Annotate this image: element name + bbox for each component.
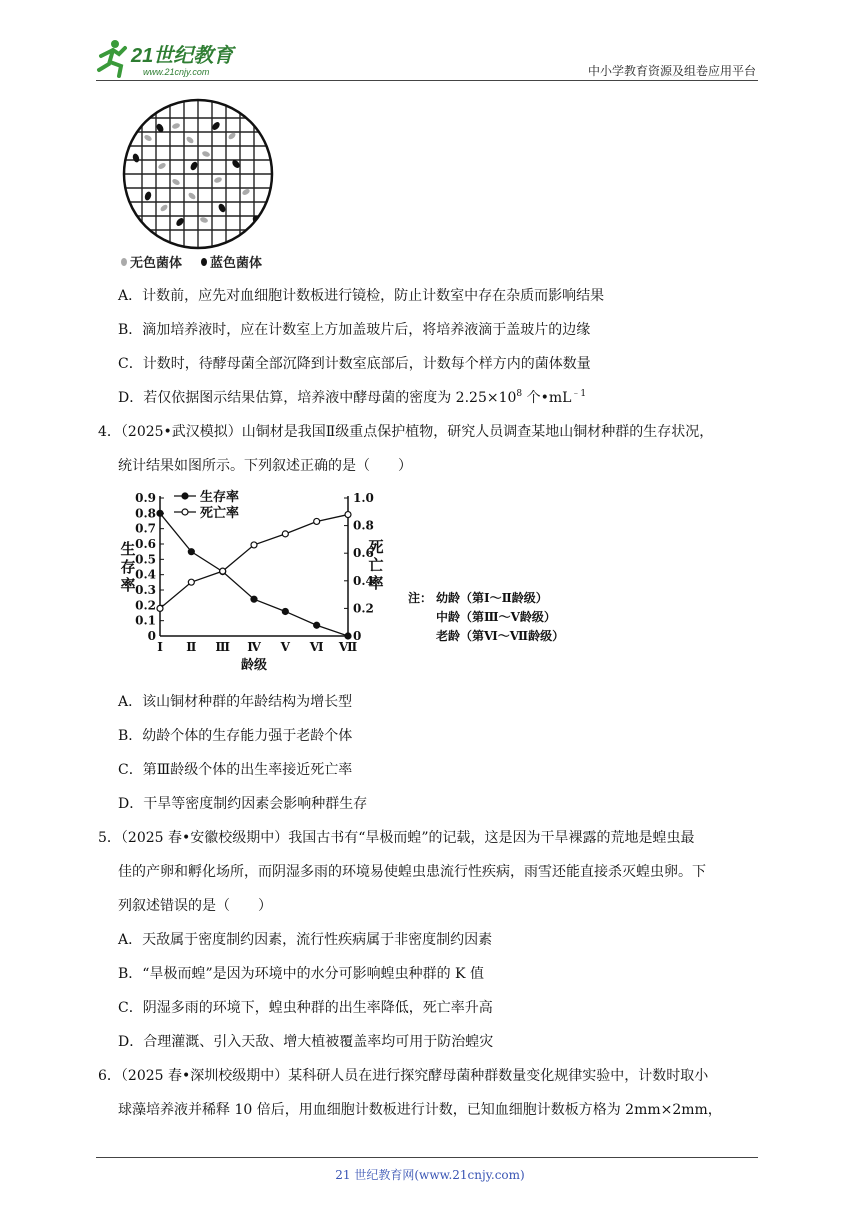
q5-option-d: D．合理灌溉、引入天敌、增大植被覆盖率均可用于防治蝗灾 bbox=[118, 1034, 494, 1050]
header-divider bbox=[96, 80, 758, 81]
legend-blue-label: 蓝色菌体 bbox=[210, 256, 263, 271]
series-1-point bbox=[345, 633, 351, 639]
q4-option-a: A．该山铜材种群的年龄结构为增长型 bbox=[118, 694, 353, 710]
q6-stem-line1: 6．（2025 春•深圳校级期中）某科研人员在进行探究酵母菌种群数量变化规律实验中，计数时取小 bbox=[98, 1068, 709, 1084]
q5-stem-line3: 列叙述错误的是（ ） bbox=[118, 898, 272, 914]
q5-option-b: B．“旱极而蝗”是因为环境中的水分可影响蝗虫种群的 K 值 bbox=[118, 966, 484, 982]
left-tick-label: 0 bbox=[147, 629, 156, 643]
footer-divider bbox=[96, 1157, 758, 1158]
q3-option-d-exponent: 8 bbox=[516, 389, 523, 399]
left-tick-label: 0.9 bbox=[135, 491, 156, 505]
right-axis-label-char: 死 bbox=[368, 538, 384, 556]
logo-url-text: www.21cnjy.com bbox=[143, 67, 210, 77]
left-tick-label: 0.6 bbox=[135, 537, 156, 551]
series-line-1 bbox=[160, 513, 348, 636]
site-logo[interactable] bbox=[95, 36, 255, 80]
left-tick-label: 0.4 bbox=[135, 567, 156, 582]
q5-stem-line2: 佳的产卵和孵化场所，而阴湿多雨的环境易使蝗虫患流行性疾病，雨雪还能直接杀灭蝗虫卵。下 bbox=[118, 864, 706, 880]
left-tick-label: 0.5 bbox=[135, 552, 156, 567]
q3-option-c: C．计数时，待酵母菌全部沉降到计数室底部后，计数每个样方内的菌体数量 bbox=[118, 356, 591, 372]
q5-option-a: A．天敌属于密度制约因素，流行性疾病属于非密度制约因素 bbox=[118, 932, 493, 948]
left-tick-label: 0.8 bbox=[135, 506, 156, 521]
x-tick-label: Ⅶ bbox=[338, 640, 358, 654]
q3-option-b: B．滴加培养液时，应在计数室上方加盖玻片后，将培养液滴于盖玻片的边缘 bbox=[118, 322, 591, 338]
x-tick-label: Ⅲ bbox=[215, 640, 230, 654]
q6-stem-line2: 球藻培养液并稀释 10 倍后，用血细胞计数板进行计数，已知血细胞计数板方格为 2mm×2mm， bbox=[118, 1102, 722, 1118]
note-line: 中龄（第Ⅲ～Ⅴ龄级） bbox=[436, 610, 556, 624]
left-axis-label-char: 率 bbox=[120, 576, 136, 594]
x-tick-label: Ⅱ bbox=[186, 640, 197, 654]
right-axis-label-char: 率 bbox=[368, 574, 384, 592]
right-tick-label: 0.4 bbox=[353, 573, 374, 588]
series-2-point bbox=[251, 542, 257, 548]
series-2-point bbox=[188, 579, 194, 585]
q4-option-d: D．干旱等密度制约因素会影响种群生存 bbox=[118, 796, 368, 812]
series-1-point bbox=[188, 549, 194, 555]
left-tick-label: 0.3 bbox=[135, 583, 156, 597]
series-line-2 bbox=[160, 515, 348, 609]
series-2-point bbox=[345, 512, 351, 518]
right-tick-label: 0.6 bbox=[353, 546, 374, 561]
right-tick-label: 1.0 bbox=[353, 491, 374, 505]
q5-option-c: C．阴湿多雨的环境下，蝗虫种群的出生率降低，死亡率升高 bbox=[118, 1000, 493, 1016]
x-tick-label: Ⅴ bbox=[280, 640, 290, 654]
left-tick-label: 0.2 bbox=[135, 598, 156, 613]
left-tick-label: 0.1 bbox=[135, 613, 156, 628]
legend-label-1: 生存率 bbox=[200, 490, 240, 505]
left-tick-label: 0.7 bbox=[135, 521, 156, 536]
q4-stem-line1: 4．（2025•武汉模拟）山铜材是我国Ⅱ级重点保护植物，研究人员调查某地山铜材种群的生存状况， bbox=[98, 424, 714, 440]
x-tick-label: Ⅳ bbox=[247, 640, 261, 654]
right-tick-label: 0.2 bbox=[353, 601, 374, 616]
note-label: 注： bbox=[408, 591, 433, 605]
footer-link[interactable]: 21 世纪教育网(www.21cnjy.com) bbox=[335, 1168, 525, 1182]
right-tick-label: 0.8 bbox=[353, 518, 374, 533]
q5-stem-line1: 5．（2025 春•安徽校级期中）我国古书有“旱极而蝗”的记载，这是因为干旱裸露的荒地是蝗虫最 bbox=[98, 830, 695, 846]
hemocytometer-figure bbox=[118, 96, 278, 276]
q3-option-d-text: D．若仅依据图示结果估算，培养液中酵母菌的密度为 2.25×10 bbox=[118, 390, 517, 406]
right-axis-label-char: 亡 bbox=[368, 556, 384, 574]
note-line: 幼龄（第Ⅰ～Ⅱ龄级） bbox=[436, 591, 548, 605]
runner-logo-icon bbox=[99, 40, 125, 76]
legend-colorless-label: 无色菌体 bbox=[130, 256, 183, 271]
series-1-point bbox=[314, 622, 320, 628]
series-1-point bbox=[282, 608, 288, 614]
left-axis-label-char: 生 bbox=[120, 540, 136, 558]
series-1-point bbox=[157, 510, 163, 516]
x-tick-label: Ⅰ bbox=[157, 640, 163, 654]
logo-main-text: 21世纪教育 bbox=[131, 45, 234, 67]
q4-option-c: C．第Ⅲ龄级个体的出生率接近死亡率 bbox=[118, 762, 353, 778]
blue-cell-legend-icon bbox=[201, 258, 207, 266]
left-axis-label-char: 存 bbox=[120, 558, 136, 576]
note-line: 老龄（第Ⅵ～Ⅶ龄级） bbox=[436, 629, 565, 643]
x-axis-label: 龄级 bbox=[240, 658, 268, 673]
q3-option-a: A．计数前，应先对血细胞计数板进行镜检，防止计数室中存在杂质而影响结果 bbox=[118, 288, 605, 304]
legend-marker-2 bbox=[182, 509, 188, 515]
series-1-point bbox=[251, 596, 257, 602]
x-tick-label: Ⅵ bbox=[309, 640, 324, 654]
right-tick-label: 0 bbox=[353, 629, 362, 643]
q4-stem-line2: 统计结果如图所示。下列叙述正确的是（ ） bbox=[118, 458, 412, 474]
series-2-point bbox=[157, 605, 163, 611]
series-2-point bbox=[282, 531, 288, 537]
series-2-point bbox=[220, 568, 226, 574]
series-2-point bbox=[314, 518, 320, 524]
q4-option-b: B．幼龄个体的生存能力强于老龄个体 bbox=[118, 728, 353, 744]
legend-marker-1 bbox=[182, 493, 188, 499]
legend-label-2: 死亡率 bbox=[200, 506, 240, 521]
platform-title: 中小学教育资源及组卷应用平台 bbox=[587, 64, 756, 78]
q3-option-d-unit: 个•mL bbox=[522, 390, 572, 406]
q3-option-d bbox=[118, 388, 586, 408]
age-class-chart bbox=[116, 486, 586, 676]
q3-option-d-unit-exponent: ﹣1 bbox=[571, 389, 587, 399]
colorless-cell-legend-icon bbox=[121, 258, 127, 266]
